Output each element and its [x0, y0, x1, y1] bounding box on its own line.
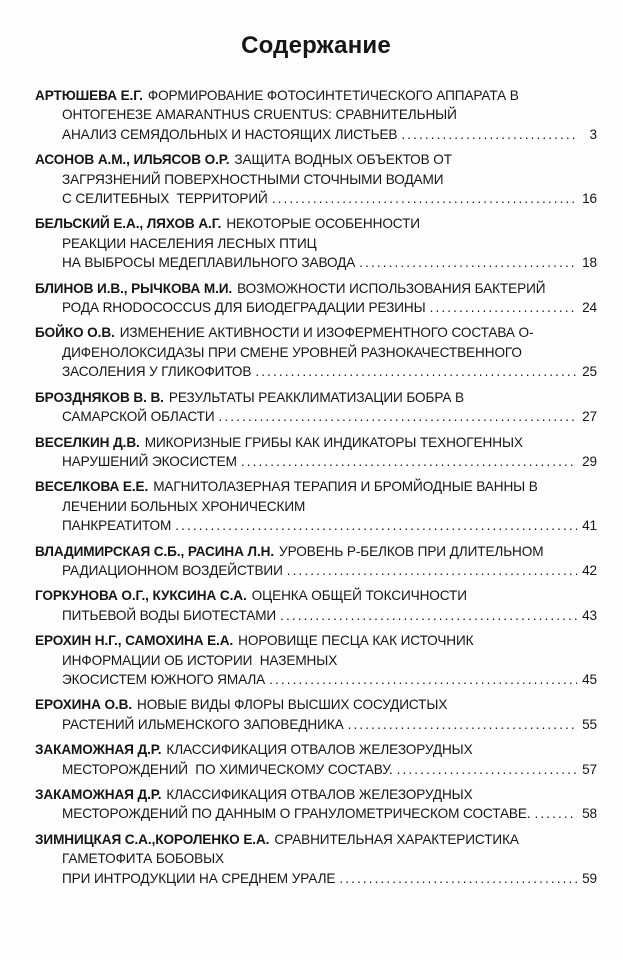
- entry-page-number: 57: [582, 761, 597, 777]
- entry-line: [35, 298, 597, 317]
- entry-line: [35, 631, 597, 650]
- dot-leader: [272, 189, 577, 208]
- entry-line: [35, 606, 597, 625]
- entry-title-text: РАСТЕНИЙ ИЛЬМЕНСКОГО ЗАПОВЕДНИКА: [62, 716, 344, 732]
- entry-title-text: ОЦЕНКА ОБЩЕЙ ТОКСИЧНОСТИ: [251, 588, 467, 604]
- toc-entry: [35, 542, 597, 581]
- dot-leader: [287, 561, 577, 580]
- entry-line: [35, 561, 597, 580]
- toc-entry: [35, 214, 597, 272]
- dot-leader: [280, 606, 577, 625]
- dot-leader: [241, 452, 577, 471]
- entry-line: [35, 586, 597, 605]
- entry-authors: ВЛАДИМИРСКАЯ С.Б., РАСИНА Л.Н.: [35, 543, 275, 559]
- toc-entry: [35, 433, 597, 472]
- toc-entry: [35, 323, 597, 381]
- entry-title-text: ПИТЬЕВОЙ ВОДЫ БИОТЕСТАМИ: [62, 607, 277, 623]
- entry-title-text: МИКОРИЗНЫЕ ГРИБЫ КАК ИНДИКАТОРЫ ТЕХНОГЕННЫХ: [144, 434, 523, 450]
- entry-title-text: РОДА RHODOCOCCUS ДЛЯ БИОДЕГРАДАЦИИ РЕЗИНЫ: [62, 300, 426, 316]
- entry-title-text: ЗАЩИТА ВОДНЫХ ОБЪЕКТОВ ОТ: [234, 152, 452, 168]
- entry-line: [35, 170, 597, 189]
- toc-entry: [35, 785, 597, 824]
- entry-title-text: АНАЛИЗ СЕМЯДОЛЬНЫХ И НАСТОЯЩИХ ЛИСТЬЕВ: [62, 126, 398, 142]
- dot-leader: [359, 253, 577, 272]
- entry-title-text: НАРУШЕНИЙ ЭКОСИСТЕМ: [62, 453, 237, 469]
- entry-title-text: СРАВНИТЕЛЬНАЯ ХАРАКТЕРИСТИКА: [274, 831, 519, 847]
- entry-title-text: ИЗМЕНЕНИЕ АКТИВНОСТИ И ИЗОФЕРМЕНТНОГО СОСТАВА О-: [119, 325, 534, 341]
- entry-authors: БОЙКО О.В.: [35, 325, 115, 341]
- entry-line: [35, 189, 597, 208]
- toc-entry: [35, 150, 597, 208]
- entry-authors: АСОНОВ А.М., ИЛЬЯСОВ О.Р.: [35, 152, 230, 168]
- entry-line: [35, 105, 597, 124]
- entry-authors: БЛИНОВ И.В., РЫЧКОВА М.И.: [35, 280, 233, 296]
- entry-title-text: НЕКОТОРЫЕ ОСОБЕННОСТИ: [226, 216, 420, 232]
- entry-line: [35, 651, 597, 670]
- entry-title-text: РЕЗУЛЬТАТЫ РЕАККЛИМАТИЗАЦИИ БОБРА В: [168, 389, 465, 405]
- entry-line: [35, 497, 597, 516]
- entry-line: [35, 804, 597, 823]
- entry-authors: БРОЗДНЯКОВ В. В.: [35, 389, 164, 405]
- toc-entry: [35, 586, 597, 625]
- entry-authors: БЕЛЬСКИЙ Е.А., ЛЯХОВ А.Г.: [35, 216, 222, 232]
- entry-page-number: 45: [582, 671, 597, 687]
- dot-leader: [348, 715, 577, 734]
- entry-line: [35, 433, 597, 452]
- toc-entry: [35, 388, 597, 427]
- entry-page-number: 25: [582, 364, 597, 380]
- entry-line: [35, 516, 597, 535]
- entry-title-text: ИНФОРМАЦИИ ОБ ИСТОРИИ НАЗЕМНЫХ: [62, 652, 338, 668]
- entry-title-text: НОРОВИЩЕ ПЕСЦА КАК ИСТОЧНИК: [238, 633, 474, 649]
- entry-authors: ЗАКАМОЖНАЯ Д.Р.: [35, 742, 162, 758]
- entry-title-text: НОВЫЕ ВИДЫ ФЛОРЫ ВЫСШИХ СОСУДИСТЫХ: [137, 697, 448, 713]
- entry-line: [35, 323, 597, 342]
- entry-page-number: 3: [589, 126, 597, 142]
- entry-title-text: ОНТОГЕНЕЗЕ AMARANTHUS CRUENTUS: СРАВНИТЕЛЬНЫЙ: [62, 107, 457, 123]
- entry-title-text: ЛЕЧЕНИИ БОЛЬНЫХ ХРОНИЧЕСКИМ: [62, 498, 306, 514]
- entry-line: [35, 234, 597, 253]
- entry-line: [35, 715, 597, 734]
- entry-title-text: ФОРМИРОВАНИЕ ФОТОСИНТЕТИЧЕСКОГО АППАРАТА В: [147, 88, 519, 103]
- entry-line: [35, 760, 597, 779]
- dot-leader: [430, 298, 577, 317]
- entry-title-text: МАГНИТОЛАЗЕРНАЯ ТЕРАПИЯ И БРОМЙОДНЫЕ ВАННЫ В: [153, 479, 538, 495]
- dot-leader: [401, 125, 578, 144]
- dot-leader: [255, 362, 577, 381]
- entry-title-text: НА ВЫБРОСЫ МЕДЕПЛАВИЛЬНОГО ЗАВОДА: [62, 255, 356, 271]
- entry-page-number: 58: [582, 806, 597, 822]
- entry-page-number: 43: [582, 607, 597, 623]
- toc-entry: [35, 477, 597, 535]
- entry-line: [35, 343, 597, 362]
- entry-page-number: 16: [582, 191, 597, 207]
- entry-page-number: 18: [582, 255, 597, 271]
- toc-entry: [35, 830, 597, 888]
- entry-authors: АРТЮШЕВА Е.Г.: [35, 88, 143, 103]
- entry-title-text: САМАРСКОЙ ОБЛАСТИ: [62, 409, 215, 425]
- toc-entry: [35, 86, 597, 144]
- entry-page-number: 41: [582, 518, 597, 534]
- entry-authors: ЗАКАМОЖНАЯ Д.Р.: [35, 787, 162, 802]
- entry-authors: ЕРОХИН Н.Г., САМОХИНА Е.А.: [35, 633, 234, 649]
- entry-page-number: 42: [582, 562, 597, 578]
- toc-entries: [35, 86, 597, 888]
- entry-line: [35, 125, 597, 144]
- dot-leader: [219, 407, 578, 426]
- entry-line: [35, 849, 597, 868]
- entry-line: [35, 150, 597, 169]
- dot-leader: [397, 760, 577, 779]
- entry-line: [35, 695, 597, 714]
- toc-entry: [35, 695, 597, 734]
- entry-line: [35, 542, 597, 561]
- toc-entry: [35, 631, 597, 689]
- entry-line: [35, 477, 597, 496]
- entry-authors: ЗИМНИЦКАЯ С.А.,КОРОЛЕНКО Е.А.: [35, 831, 270, 847]
- entry-authors: ГОРКУНОВА О.Г., КУКСИНА С.А.: [35, 588, 247, 604]
- entry-line: [35, 785, 597, 804]
- entry-title-text: КЛАССИФИКАЦИЯ ОТВАЛОВ ЖЕЛЕЗОРУДНЫХ: [166, 742, 473, 758]
- entry-title-text: ЭКОСИСТЕМ ЮЖНОГО ЯМАЛА: [62, 671, 266, 687]
- entry-page-number: 24: [582, 300, 597, 316]
- entry-line: [35, 830, 597, 849]
- entry-title-text: ДИФЕНОЛОКСИДАЗЫ ПРИ СМЕНЕ УРОВНЕЙ РАЗНОКАЧЕСТВЕННОГО: [62, 344, 522, 360]
- entry-authors: ЕРОХИНА О.В.: [35, 697, 133, 713]
- entry-line: [35, 740, 597, 759]
- toc-entry: [35, 279, 597, 318]
- entry-title-text: МЕСТОРОЖДЕНИЙ ПО ДАННЫМ О ГРАНУЛОМЕТРИЧЕСКОМ СОСТАВЕ.: [62, 806, 531, 822]
- entry-line: [35, 452, 597, 471]
- dot-leader: [339, 869, 577, 888]
- entry-line: [35, 869, 597, 888]
- entry-line: [35, 407, 597, 426]
- toc-entry: [35, 740, 597, 779]
- entry-line: [35, 86, 597, 105]
- entry-page-number: 59: [582, 870, 597, 886]
- entry-title-text: ЗАГРЯЗНЕНИЙ ПОВЕРХНОСТНЫМИ СТОЧНЫМИ ВОДАМИ: [62, 171, 444, 187]
- entry-line: [35, 388, 597, 407]
- entry-title-text: ПАНКРЕАТИТОМ: [62, 518, 172, 534]
- entry-authors: ВЕСЕЛКИН Д.В.: [35, 434, 140, 450]
- entry-page-number: 55: [582, 716, 597, 732]
- entry-line: [35, 253, 597, 272]
- entry-line: [35, 214, 597, 233]
- entry-title-text: С СЕЛИТЕБНЫХ ТЕРРИТОРИЙ: [62, 191, 268, 207]
- entry-title-text: РЕАКЦИИ НАСЕЛЕНИЯ ЛЕСНЫХ ПТИЦ: [62, 235, 317, 251]
- entry-page-number: 27: [582, 409, 597, 425]
- entry-title-text: МЕСТОРОЖДЕНИЙ ПО ХИМИЧЕСКОМУ СОСТАВУ.: [62, 761, 393, 777]
- entry-title-text: РАДИАЦИОННОМ ВОЗДЕЙСТВИИ: [62, 562, 283, 578]
- entry-title-text: ПРИ ИНТРОДУКЦИИ НА СРЕДНЕМ УРАЛЕ: [62, 870, 336, 886]
- entry-line: [35, 279, 597, 298]
- page-title: Содержание: [241, 32, 391, 59]
- entry-title-text: ЗАСОЛЕНИЯ У ГЛИКОФИТОВ: [62, 364, 252, 380]
- entry-line: [35, 362, 597, 381]
- dot-leader: [175, 516, 577, 535]
- entry-title-text: УРОВЕНЬ Р-БЕЛКОВ ПРИ ДЛИТЕЛЬНОМ: [279, 543, 544, 559]
- entry-title-text: ВОЗМОЖНОСТИ ИСПОЛЬЗОВАНИЯ БАКТЕРИЙ: [237, 280, 546, 296]
- entry-authors: ВЕСЕЛКОВА Е.Е.: [35, 479, 149, 495]
- entry-page-number: 29: [582, 453, 597, 469]
- dot-leader: [269, 670, 577, 689]
- entry-title-text: КЛАССИФИКАЦИЯ ОТВАЛОВ ЖЕЛЕЗОРУДНЫХ: [166, 787, 473, 802]
- entry-title-text: ГАМЕТОФИТА БОБОВЫХ: [62, 851, 225, 867]
- dot-leader: [535, 804, 578, 823]
- entry-line: [35, 670, 597, 689]
